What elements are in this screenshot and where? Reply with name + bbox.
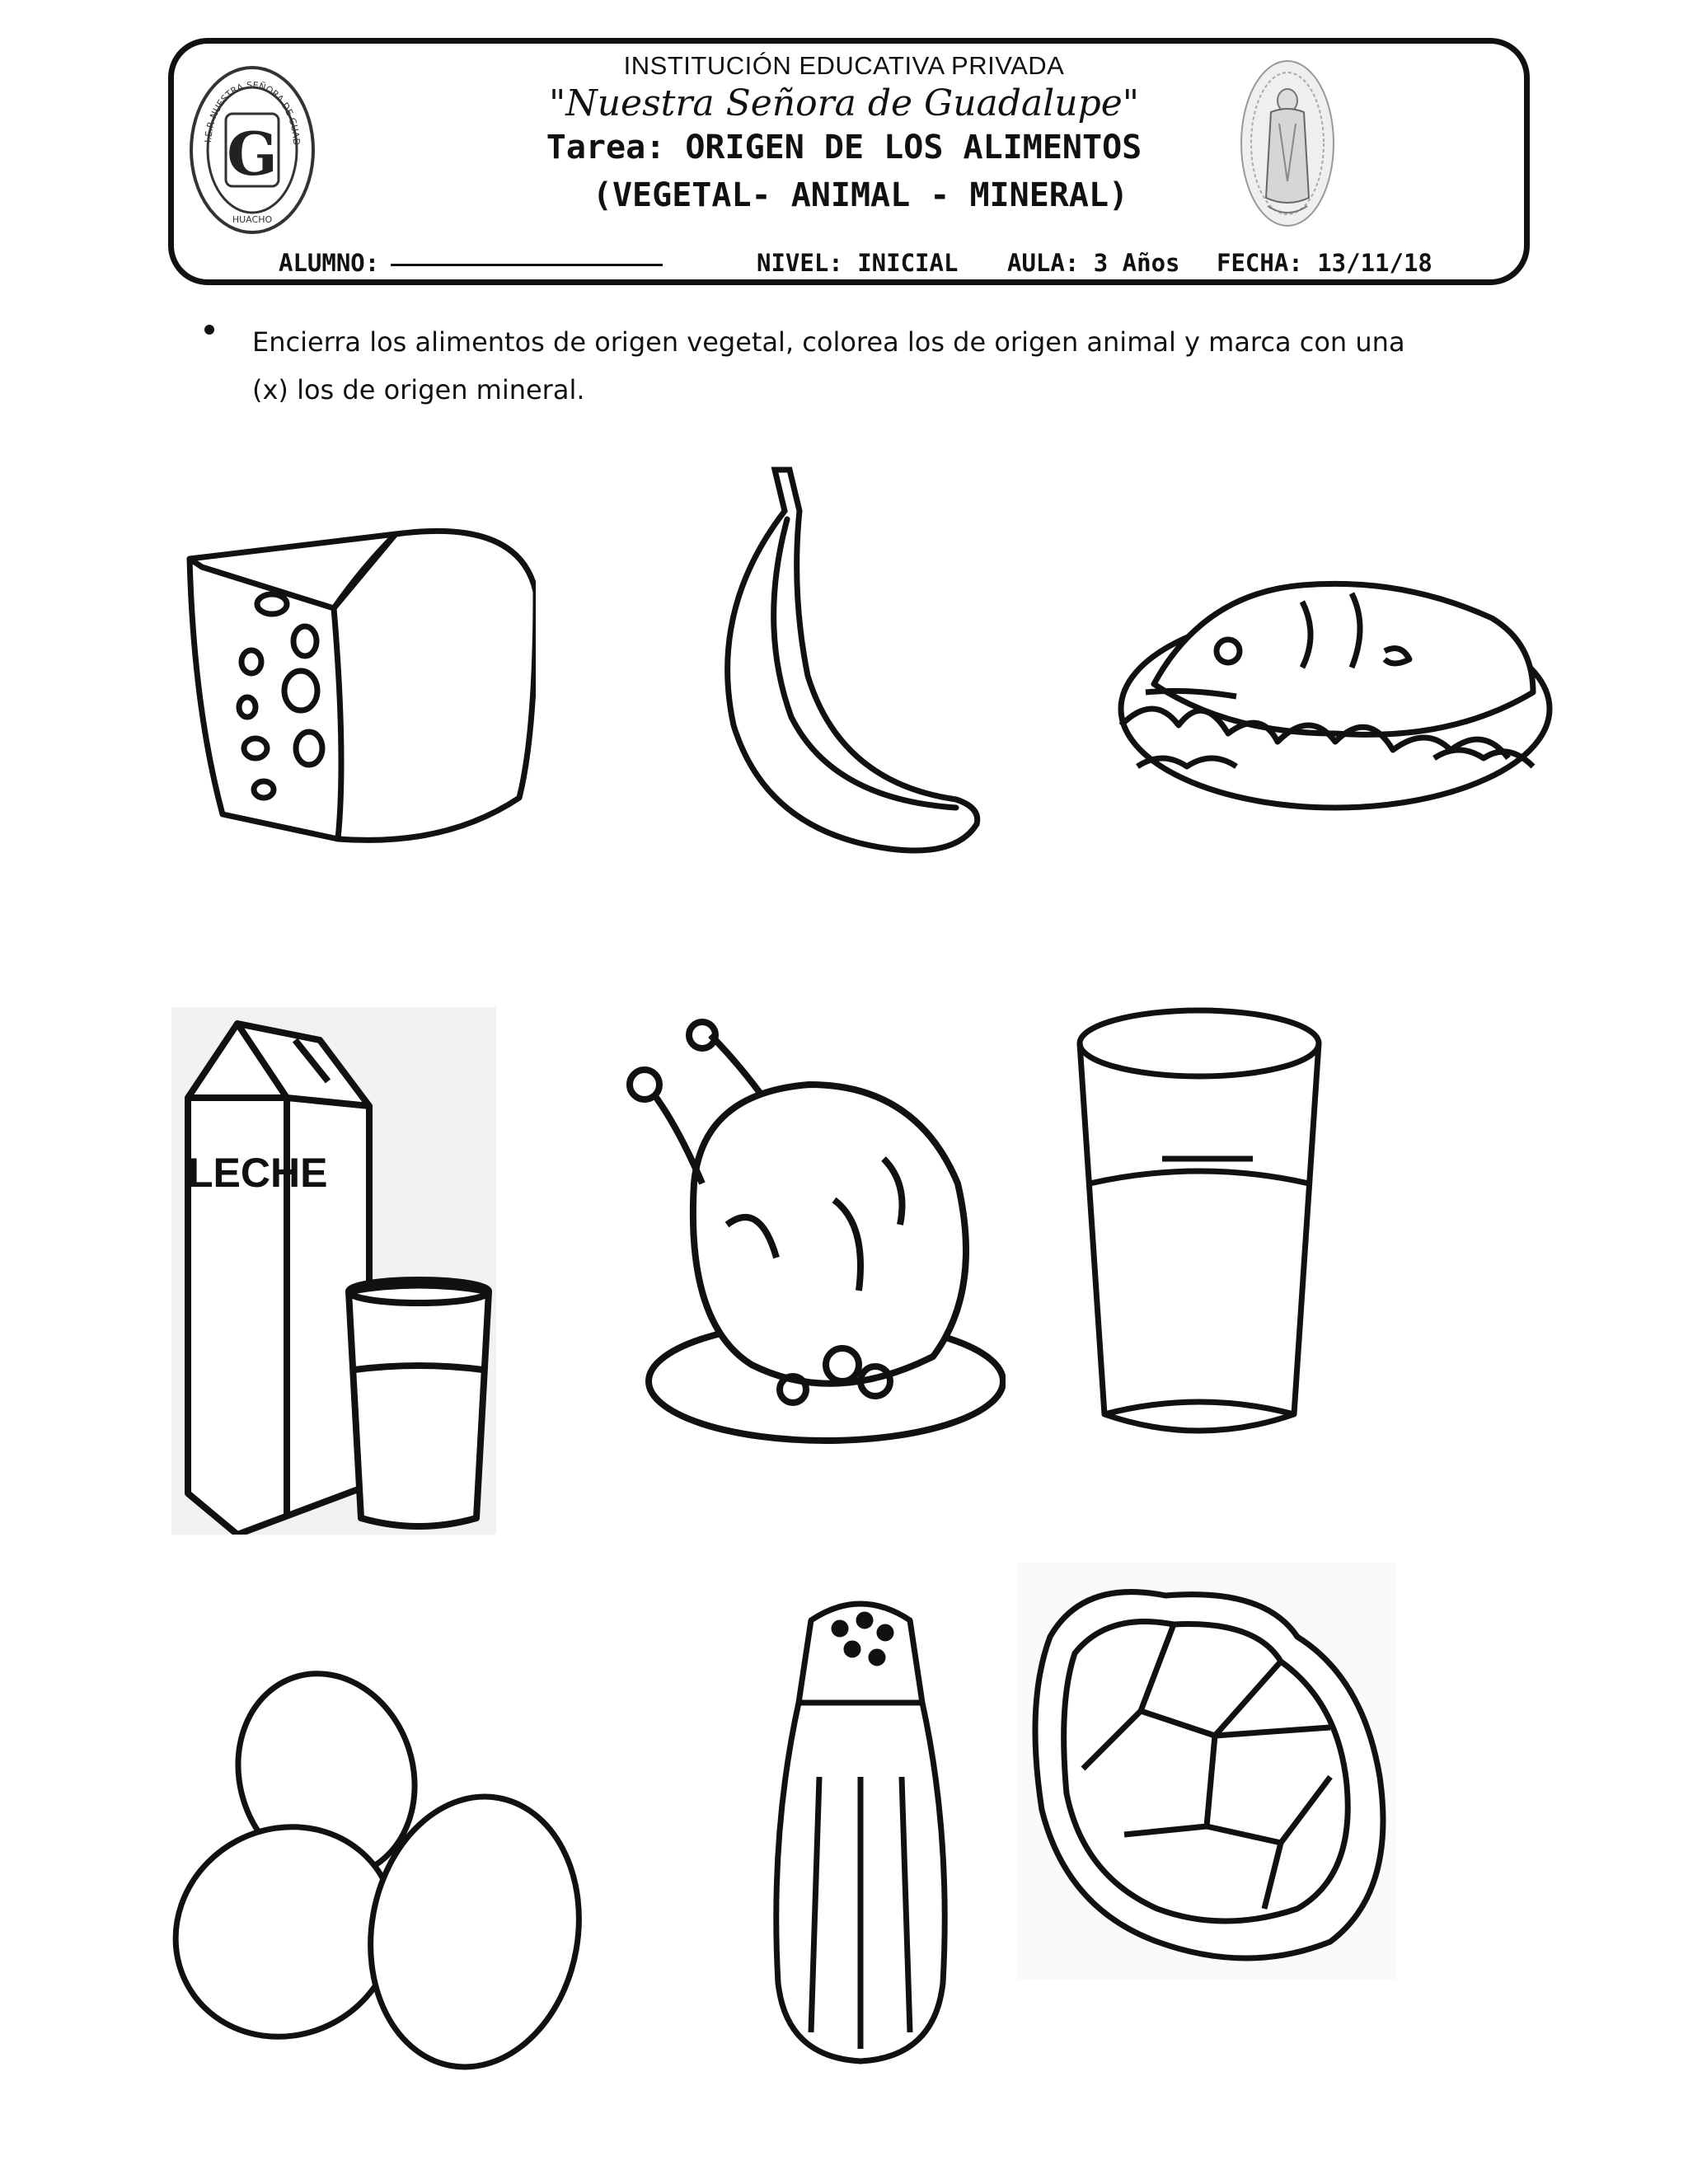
student-label: ALUMNO:	[279, 249, 380, 277]
banana-picture	[692, 462, 1006, 874]
seal-letter: G	[227, 119, 278, 189]
water-glass-picture	[1071, 986, 1327, 1454]
salt-shaker-picture	[762, 1587, 958, 2065]
instruction-text: Encierra los alimentos de origen vegetal, colorea los de origen animal y marca con una (x) los de origen mineral.	[252, 326, 1405, 405]
milk-carton-picture	[171, 1007, 496, 1535]
svg-text:HUACHO: HUACHO	[232, 214, 273, 225]
cheese-picture	[173, 485, 536, 855]
fish-plate-picture	[1104, 527, 1566, 824]
student-name-field[interactable]	[279, 249, 663, 277]
meat-steak-picture	[1017, 1563, 1396, 1980]
student-name-blank[interactable]	[391, 264, 663, 266]
classroom-text: AULA: 3 Años	[1007, 249, 1180, 277]
institution-motto: "Nuestra Señora de Guadalupe"	[548, 82, 1140, 124]
eggs-picture	[162, 1668, 582, 2079]
level-text: NIVEL: INICIAL	[757, 249, 959, 277]
bullet-icon	[204, 325, 214, 335]
svg-text:I.E.P. NUESTRA SEÑORA DE GUADA: I.E.P. NUESTRA SEÑORA DE GUAD	[203, 79, 302, 146]
roast-chicken-picture	[620, 1019, 1006, 1451]
task-subtitle: (VEGETAL- ANIMAL - MINERAL)	[592, 176, 1129, 214]
task-title: Tarea: ORIGEN DE LOS ALIMENTOS	[546, 129, 1142, 166]
date-text: FECHA: 13/11/18	[1217, 249, 1432, 277]
institution-name: INSTITUCIÓN EDUCATIVA PRIVADA	[623, 51, 1065, 80]
carton-label: LECHE	[188, 1150, 328, 1196]
